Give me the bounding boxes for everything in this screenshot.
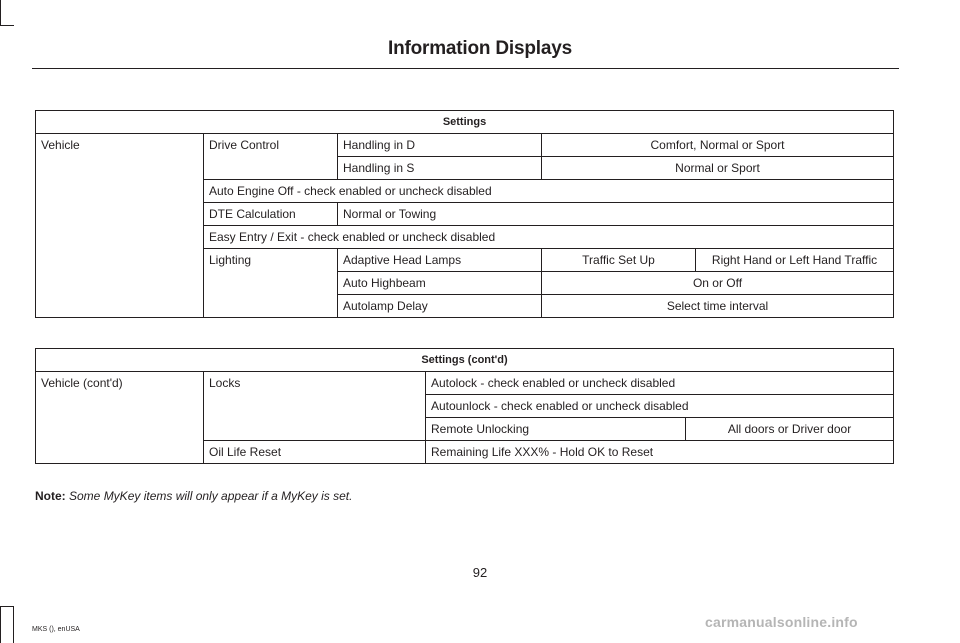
header-divider xyxy=(32,68,899,69)
traffic-value: Right Hand or Left Hand Traffic xyxy=(696,249,894,272)
handling-d-cell: Handling in D xyxy=(338,134,542,157)
crop-mark-top-left-h xyxy=(0,25,14,26)
auto-highbeam-cell: Auto Highbeam xyxy=(338,272,542,295)
remote-unlocking-value: All doors or Driver door xyxy=(686,418,894,441)
oil-life-reset-cell: Oil Life Reset xyxy=(204,441,426,464)
document-code: MKS (), enUSA xyxy=(32,626,80,633)
handling-d-value: Comfort, Normal or Sport xyxy=(542,134,894,157)
watermark: carmanualsonline.info xyxy=(705,614,858,630)
settings-table-title: Settings xyxy=(36,111,894,134)
settings-cont-table-title: Settings (cont'd) xyxy=(36,349,894,372)
dte-value: Normal or Towing xyxy=(338,203,894,226)
note-text: Some MyKey items will only appear if a MyKey is set. xyxy=(65,489,353,503)
settings-cont-table xyxy=(35,348,894,464)
autolock-cell: Autolock - check enabled or uncheck disabled xyxy=(426,372,894,395)
dte-calculation-cell: DTE Calculation xyxy=(204,203,338,226)
autolamp-delay-cell: Autolamp Delay xyxy=(338,295,542,318)
handling-s-cell: Handling in S xyxy=(338,157,542,180)
locks-cell: Locks xyxy=(204,372,426,441)
crop-mark-top-left-v xyxy=(0,0,1,26)
page-title: Information Displays xyxy=(388,38,572,59)
autolamp-value: Select time interval xyxy=(542,295,894,318)
easy-entry-cell: Easy Entry / Exit - check enabled or uncheck disabled xyxy=(204,226,894,249)
autounlock-cell: Autounlock - check enabled or uncheck disabled xyxy=(426,395,894,418)
oil-life-value: Remaining Life XXX% - Hold OK to Reset xyxy=(426,441,894,464)
remote-unlocking-cell: Remote Unlocking xyxy=(426,418,686,441)
handling-s-value: Normal or Sport xyxy=(542,157,894,180)
auto-engine-off-cell: Auto Engine Off - check enabled or uncheck disabled xyxy=(204,180,894,203)
auto-highbeam-value: On or Off xyxy=(542,272,894,295)
note-label: Note: xyxy=(35,489,66,503)
vehicle-cont-cell: Vehicle (cont'd) xyxy=(36,372,204,464)
adaptive-head-lamps-cell: Adaptive Head Lamps xyxy=(338,249,542,272)
page-number: 92 xyxy=(472,565,488,580)
traffic-setup-cell: Traffic Set Up xyxy=(542,249,696,272)
crop-mark-bottom-left-v2 xyxy=(13,606,14,643)
crop-mark-bottom-left-h xyxy=(0,606,14,607)
note xyxy=(35,489,352,503)
lighting-cell: Lighting xyxy=(204,249,338,318)
vehicle-cell: Vehicle xyxy=(36,134,204,318)
drive-control-cell: Drive Control xyxy=(204,134,338,180)
crop-mark-bottom-left-v xyxy=(0,606,1,643)
settings-table xyxy=(35,110,894,318)
